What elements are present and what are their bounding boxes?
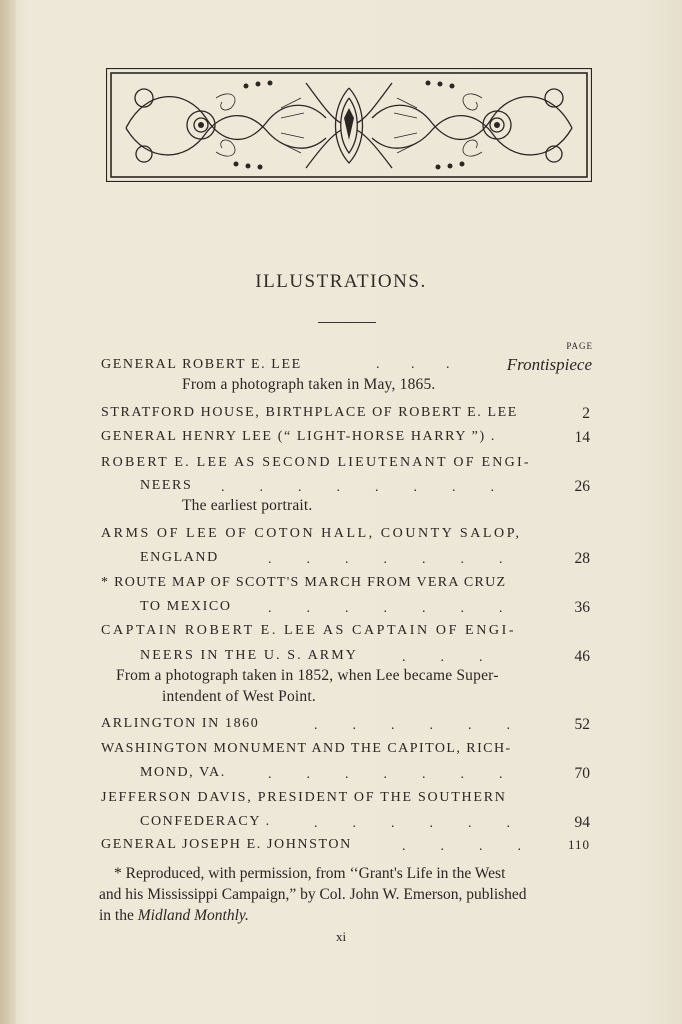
entry-page: Frontispiece: [506, 355, 592, 374]
entry-page: 36: [574, 599, 590, 616]
entry-title-cont: ENGLAND: [140, 550, 219, 565]
page-title: ILLUSTRATIONS.: [255, 271, 427, 292]
leader-dots: . . . . . . .: [268, 767, 503, 782]
entry-page: 14: [574, 429, 590, 446]
leader-dots: . . . . . .: [314, 718, 510, 733]
entry-title: ARMS OF LEE OF COTON HALL, COUNTY SALOP,: [101, 526, 522, 541]
leader-dots: . . . . . . . .: [221, 480, 494, 495]
leader-dots: . . . . . .: [314, 816, 510, 831]
entry-title: GENERAL JOSEPH E. JOHNSTON: [101, 837, 352, 852]
entry-caption: From a photograph taken in May, 1865.: [182, 376, 436, 393]
entry-title: ROBERT E. LEE AS SECOND LIEUTENANT OF ENGI-: [101, 455, 531, 470]
entry-page: 70: [574, 765, 590, 782]
entry-page: 110: [567, 837, 590, 852]
footnote-line: * Reproduced, with permission, from ‘‘Grant's Life in the West: [114, 865, 506, 882]
entry-title-cont: NEERS: [140, 478, 193, 493]
footnote-line: [99, 905, 591, 926]
entry-caption: The earliest portrait.: [182, 497, 313, 514]
entry-caption-cont: intendent of West Point.: [162, 688, 316, 705]
page-number: xi: [335, 929, 347, 944]
leader-dots: . . . . . . .: [268, 601, 503, 616]
entry-title: JEFFERSON DAVIS, PRESIDENT OF THE SOUTHERN: [101, 790, 507, 805]
entry-page: 28: [574, 550, 590, 567]
ornamental-headpiece: [106, 68, 592, 182]
title-rule: [318, 322, 376, 323]
footnote-journal: Midland Monthly.: [137, 907, 249, 924]
page-column-header: PAGE: [566, 341, 593, 351]
entry-title-cont: CONFEDERACY .: [140, 814, 271, 829]
entry-title: WASHINGTON MONUMENT AND THE CAPITOL, RICH-: [101, 741, 512, 756]
entry-title: CAPTAIN ROBERT E. LEE AS CAPTAIN OF ENGI-: [101, 623, 517, 638]
entry-page: 2: [582, 405, 590, 422]
entry-page: 52: [574, 716, 590, 733]
entry-page: 26: [574, 478, 590, 495]
entry-caption: From a photograph taken in 1852, when Lee became Super-: [116, 667, 499, 684]
leader-dots: . . .: [402, 650, 483, 665]
leader-dots: . . .: [376, 357, 450, 372]
entry-title: STRATFORD HOUSE, BIRTHPLACE OF ROBERT E. LEE: [101, 405, 518, 420]
leader-dots: . . . . . . .: [268, 552, 503, 567]
entry-title: * ROUTE MAP OF SCOTT'S MARCH FROM VERA CRUZ: [101, 575, 507, 590]
entry-title: ARLINGTON IN 1860: [101, 716, 260, 731]
footnote-line: and his Mississippi Campaign,” by Col. John W. Emerson, published: [99, 886, 527, 903]
entry-title-cont: NEERS IN THE U. S. ARMY: [140, 648, 359, 663]
footnote-prefix: in the: [99, 907, 138, 924]
entry-title-cont: TO MEXICO: [140, 599, 232, 614]
entry-title: GENERAL HENRY LEE (“ LIGHT-HORSE HARRY ”) .: [101, 429, 496, 444]
entry-page: 46: [574, 648, 590, 665]
entry-title-cont: MOND, VA.: [140, 765, 226, 780]
entry-title: GENERAL ROBERT E. LEE: [101, 357, 302, 372]
page-spine-shadow: [0, 0, 16, 1024]
entry-page: 94: [574, 814, 590, 831]
leader-dots: . . . .: [402, 839, 521, 854]
